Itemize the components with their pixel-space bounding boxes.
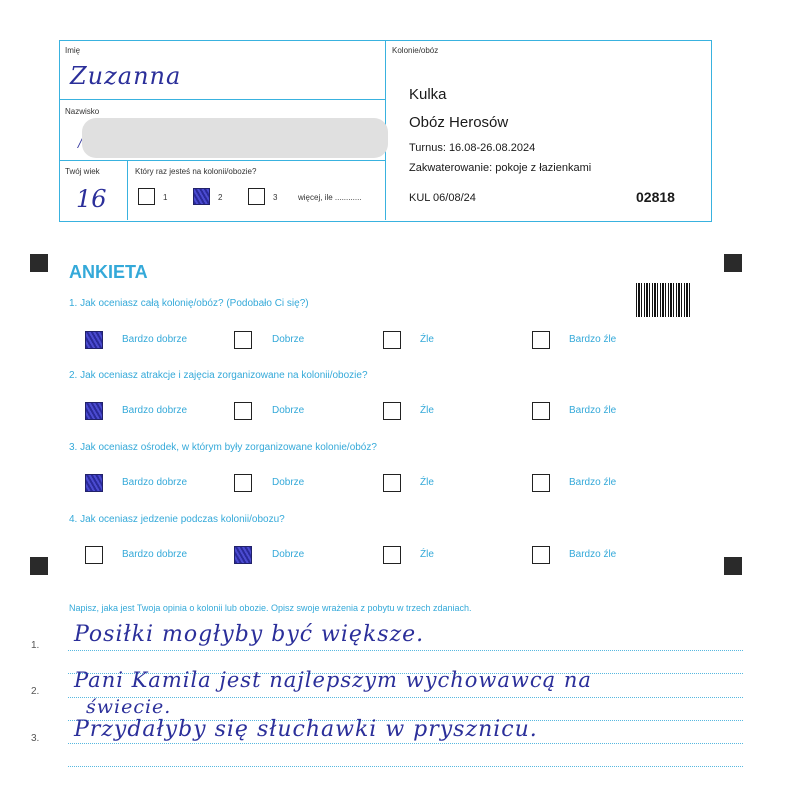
q2-bardzo-zle-label: Bardzo źle xyxy=(569,405,617,416)
ktory-raz-label-1: 1 xyxy=(163,193,168,202)
q4-bardzo-dobrze-checkbox[interactable] xyxy=(85,546,103,564)
nazwisko-prefix: / xyxy=(78,136,83,150)
ktory-raz-label-3: 3 xyxy=(273,193,278,202)
q3-zle-label: Źle xyxy=(420,477,434,488)
imie-value[interactable]: Zuzanna xyxy=(70,62,182,90)
registration-marker-bottom-left xyxy=(30,557,48,575)
q2-zle-label: Źle xyxy=(420,405,434,416)
registration-marker-top-right xyxy=(724,254,742,272)
answer-2[interactable]: Pani Kamila jest najlepszym wychowawcą na xyxy=(74,668,592,692)
answer-2-continuation[interactable]: świecie. xyxy=(86,696,172,718)
q4-bardzo-dobrze-label: Bardzo dobrze xyxy=(122,549,188,560)
kolonie-turnus: Turnus: 16.08-26.08.2024 xyxy=(409,142,536,154)
kolonie-zakwaterowanie: Zakwaterowanie: pokoje z łazienkami xyxy=(409,162,592,174)
q2-bardzo-dobrze-label: Bardzo dobrze xyxy=(122,405,188,416)
wiek-value[interactable]: 16 xyxy=(76,185,107,213)
q3-bardzo-zle-label: Bardzo źle xyxy=(569,477,617,488)
q3-dobrze-checkbox[interactable] xyxy=(234,474,252,492)
wiecej-label: więcej, ile ............ xyxy=(298,193,362,202)
q3-bardzo-dobrze-label: Bardzo dobrze xyxy=(122,477,188,488)
header-divider-h1 xyxy=(59,99,385,100)
q1-dobrze-checkbox[interactable] xyxy=(234,331,252,349)
q4-bardzo-zle-label: Bardzo źle xyxy=(569,549,617,560)
question-1-text: 1. Jak oceniasz całą kolonię/obóz? (Podobało Ci się?) xyxy=(69,298,309,309)
answer-line-3 xyxy=(68,743,743,744)
q3-dobrze-label: Dobrze xyxy=(272,477,305,488)
q1-bardzo-zle-label: Bardzo źle xyxy=(569,334,617,345)
q1-bardzo-zle-checkbox[interactable] xyxy=(532,331,550,349)
kolonie-name: Kulka xyxy=(409,86,447,103)
line-number-1: 1. xyxy=(31,640,40,651)
nazwisko-label: Nazwisko xyxy=(65,107,100,116)
registration-marker-bottom-right xyxy=(724,557,742,575)
header-divider-age xyxy=(127,160,128,220)
q1-zle-label: Źle xyxy=(420,334,434,345)
q2-zle-checkbox[interactable] xyxy=(383,402,401,420)
kolonie-code: KUL 06/08/24 xyxy=(409,192,476,204)
q2-bardzo-zle-checkbox[interactable] xyxy=(532,402,550,420)
ankieta-title: ANKIETA xyxy=(69,262,148,282)
kolonie-number: 02818 xyxy=(636,189,675,205)
q3-bardzo-dobrze-checkbox[interactable] xyxy=(85,474,103,492)
q4-dobrze-label: Dobrze xyxy=(272,549,305,560)
q1-bardzo-dobrze-checkbox[interactable] xyxy=(85,331,103,349)
ktory-raz-checkbox-1[interactable] xyxy=(138,188,155,205)
barcode xyxy=(636,283,690,317)
q1-dobrze-label: Dobrze xyxy=(272,334,305,345)
answer-1[interactable]: Posiłki mogłyby być większe. xyxy=(74,622,425,647)
header-divider-h2 xyxy=(59,160,385,161)
q4-zle-checkbox[interactable] xyxy=(383,546,401,564)
q2-bardzo-dobrze-checkbox[interactable] xyxy=(85,402,103,420)
q1-bardzo-dobrze-label: Bardzo dobrze xyxy=(122,334,188,345)
q2-dobrze-label: Dobrze xyxy=(272,405,305,416)
question-3-text: 3. Jak oceniasz ośrodek, w którym były zorganizowane kolonie/obóz? xyxy=(69,442,377,453)
nazwisko-redaction xyxy=(82,118,388,158)
q1-zle-checkbox[interactable] xyxy=(383,331,401,349)
registration-marker-top-left xyxy=(30,254,48,272)
ktory-raz-label: Który raz jesteś na kolonii/obozie? xyxy=(135,167,257,176)
ktory-raz-checkbox-2[interactable] xyxy=(193,188,210,205)
answer-3[interactable]: Przydałyby się słuchawki w prysznicu. xyxy=(74,717,538,742)
kolonie-title: Obóz Herosów xyxy=(409,114,509,131)
kolonie-label: Kolonie/obóz xyxy=(392,46,439,55)
q4-zle-label: Źle xyxy=(420,549,434,560)
q4-bardzo-zle-checkbox[interactable] xyxy=(532,546,550,564)
line-number-3: 3. xyxy=(31,733,40,744)
ktory-raz-label-2: 2 xyxy=(218,193,223,202)
q4-dobrze-checkbox[interactable] xyxy=(234,546,252,564)
q3-bardzo-zle-checkbox[interactable] xyxy=(532,474,550,492)
wiek-label: Twój wiek xyxy=(65,167,100,176)
answer-line-1 xyxy=(68,650,743,651)
q3-zle-checkbox[interactable] xyxy=(383,474,401,492)
imie-label: Imię xyxy=(65,46,81,55)
answer-line-3b xyxy=(68,766,743,767)
question-2-text: 2. Jak oceniasz atrakcje i zajęcia zorganizowane na kolonii/obozie? xyxy=(69,370,368,381)
line-number-2: 2. xyxy=(31,686,40,697)
q2-dobrze-checkbox[interactable] xyxy=(234,402,252,420)
question-4-text: 4. Jak oceniasz jedzenie podczas kolonii/obozu? xyxy=(69,514,285,525)
ktory-raz-checkbox-3[interactable] xyxy=(248,188,265,205)
opinion-prompt: Napisz, jaka jest Twoja opinia o kolonii lub obozie. Opisz swoje wrażenia z pobytu w trzech zdaniach. xyxy=(69,603,472,613)
